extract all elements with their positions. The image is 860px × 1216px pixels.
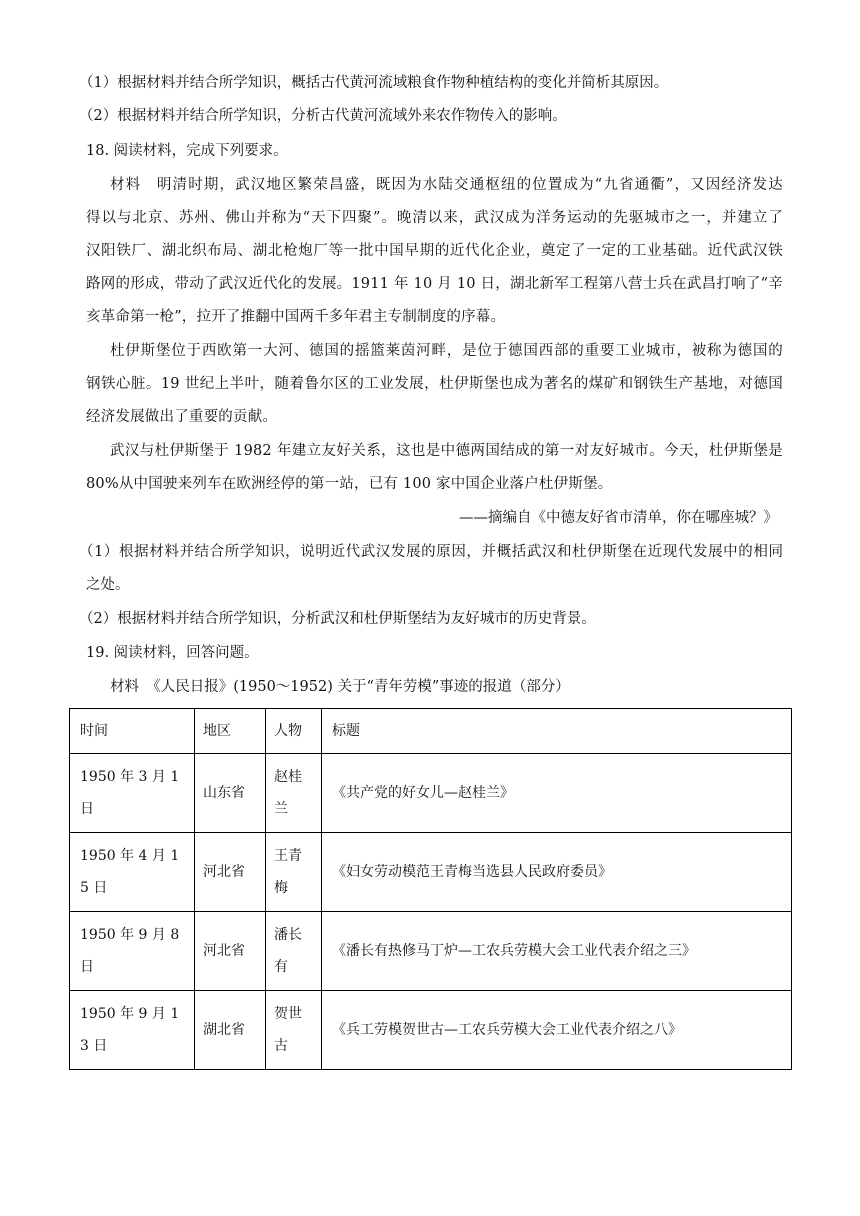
table-cell-date: 1950 年 4 月 15 日 (70, 833, 195, 912)
reports-table (69, 708, 792, 1070)
table-header-cell: 标题 (322, 709, 792, 754)
table-row (70, 833, 792, 912)
q18-sub2: （2）根据材料并结合所学知识，分析武汉和杜伊斯堡结为友好城市的历史背景。 (79, 611, 596, 627)
q18-p1-line: 路网的形成，带动了武汉近代化的发展。1911 年 10 月 10 日，湖北新军工程第八营士兵在武昌打响了“辛 (86, 276, 783, 292)
table-cell-title: 《妇女劳动模范王青梅当选县人民政府委员》 (322, 833, 792, 912)
q18-sub1: （1）根据材料并结合所学知识，说明近代武汉发展的原因，并概括武汉和杜伊斯堡在近现代发展中的相同 (79, 544, 783, 560)
q18-source: ——摘编自《中德友好省市清单，你在哪座城？》 (459, 510, 778, 526)
q18-p1-line: 亥革命第一枪”，拉开了推翻中国两千多年君主专制制度的序幕。 (86, 309, 506, 325)
q18-p1-line: 得以与北京、苏州、佛山并称为“天下四聚”。晚清以来，武汉成为洋务运动的先驱城市之一，并建立了 (86, 210, 783, 226)
table-cell-title: 《共产党的好女儿—赵桂兰》 (322, 754, 792, 833)
table-row (70, 991, 792, 1070)
table-header-cell: 时间 (70, 709, 195, 754)
q18-p1-line: 材料 明清时期，武汉地区繁荣昌盛，既因为水陆交通枢纽的位置成为“九省通衢”，又因经济发达 (110, 177, 783, 193)
table-cell-region: 山东省 (195, 754, 266, 833)
q18-p2-line: 经济发展做出了重要的贡献。 (86, 409, 278, 425)
table-cell-date: 1950 年 9 月 13 日 (70, 991, 195, 1070)
table-cell-person: 潘长有 (266, 912, 322, 991)
table-header-cell: 地区 (195, 709, 266, 754)
table-header-cell: 人物 (266, 709, 322, 754)
table-header-row (70, 709, 792, 754)
q18-p1-line: 汉阳铁厂、湖北织布局、湖北枪炮厂等一批中国早期的近代化企业，奠定了一定的工业基础。近代武汉铁 (86, 243, 783, 259)
table-cell-region: 湖北省 (195, 991, 266, 1070)
q18-heading: 18. 阅读材料，完成下列要求。 (86, 143, 288, 159)
q17-sub2: （2）根据材料并结合所学知识，分析古代黄河流域外来农作物传入的影响。 (79, 108, 567, 124)
table-cell-person: 贺世古 (266, 991, 322, 1070)
table-cell-region: 河北省 (195, 912, 266, 991)
q18-p2-line: 钢铁心脏。19 世纪上半叶，随着鲁尔区的工业发展，杜伊斯堡也成为著名的煤矿和钢铁生产基地，对德国 (86, 376, 783, 392)
table-cell-person: 王青梅 (266, 833, 322, 912)
q19-table-caption: 材料 《人民日报》(1950～1952) 关于“青年劳模”事迹的报道（部分） (110, 679, 570, 695)
q19-heading: 19. 阅读材料，回答问题。 (86, 645, 259, 661)
q18-sub1-cont: 之处。 (86, 577, 130, 593)
q18-p3-line: 武汉与杜伊斯堡于 1982 年建立友好关系，这也是中德两国结成的第一对友好城市。今天，杜伊斯堡是 (110, 443, 783, 459)
table-cell-date: 1950 年 3 月 1 日 (70, 754, 195, 833)
q18-p3-line: 80%从中国驶来列车在欧洲经停的第一站，已有 100 家中国企业落户杜伊斯堡。 (86, 476, 613, 492)
table-cell-date: 1950 年 9 月 8 日 (70, 912, 195, 991)
table-cell-person: 赵桂兰 (266, 754, 322, 833)
table-cell-region: 河北省 (195, 833, 266, 912)
table-row (70, 912, 792, 991)
q18-p2-line: 杜伊斯堡位于西欧第一大河、德国的摇篮莱茵河畔，是位于德国西部的重要工业城市，被称为德国的 (110, 343, 783, 359)
table-cell-title: 《潘长有热修马丁炉—工农兵劳模大会工业代表介绍之三》 (322, 912, 792, 991)
table-cell-title: 《兵工劳模贺世古—工农兵劳模大会工业代表介绍之八》 (322, 991, 792, 1070)
q17-sub1: （1）根据材料并结合所学知识，概括古代黄河流域粮食作物种植结构的变化并简析其原因。 (79, 75, 669, 91)
table-row (70, 754, 792, 833)
